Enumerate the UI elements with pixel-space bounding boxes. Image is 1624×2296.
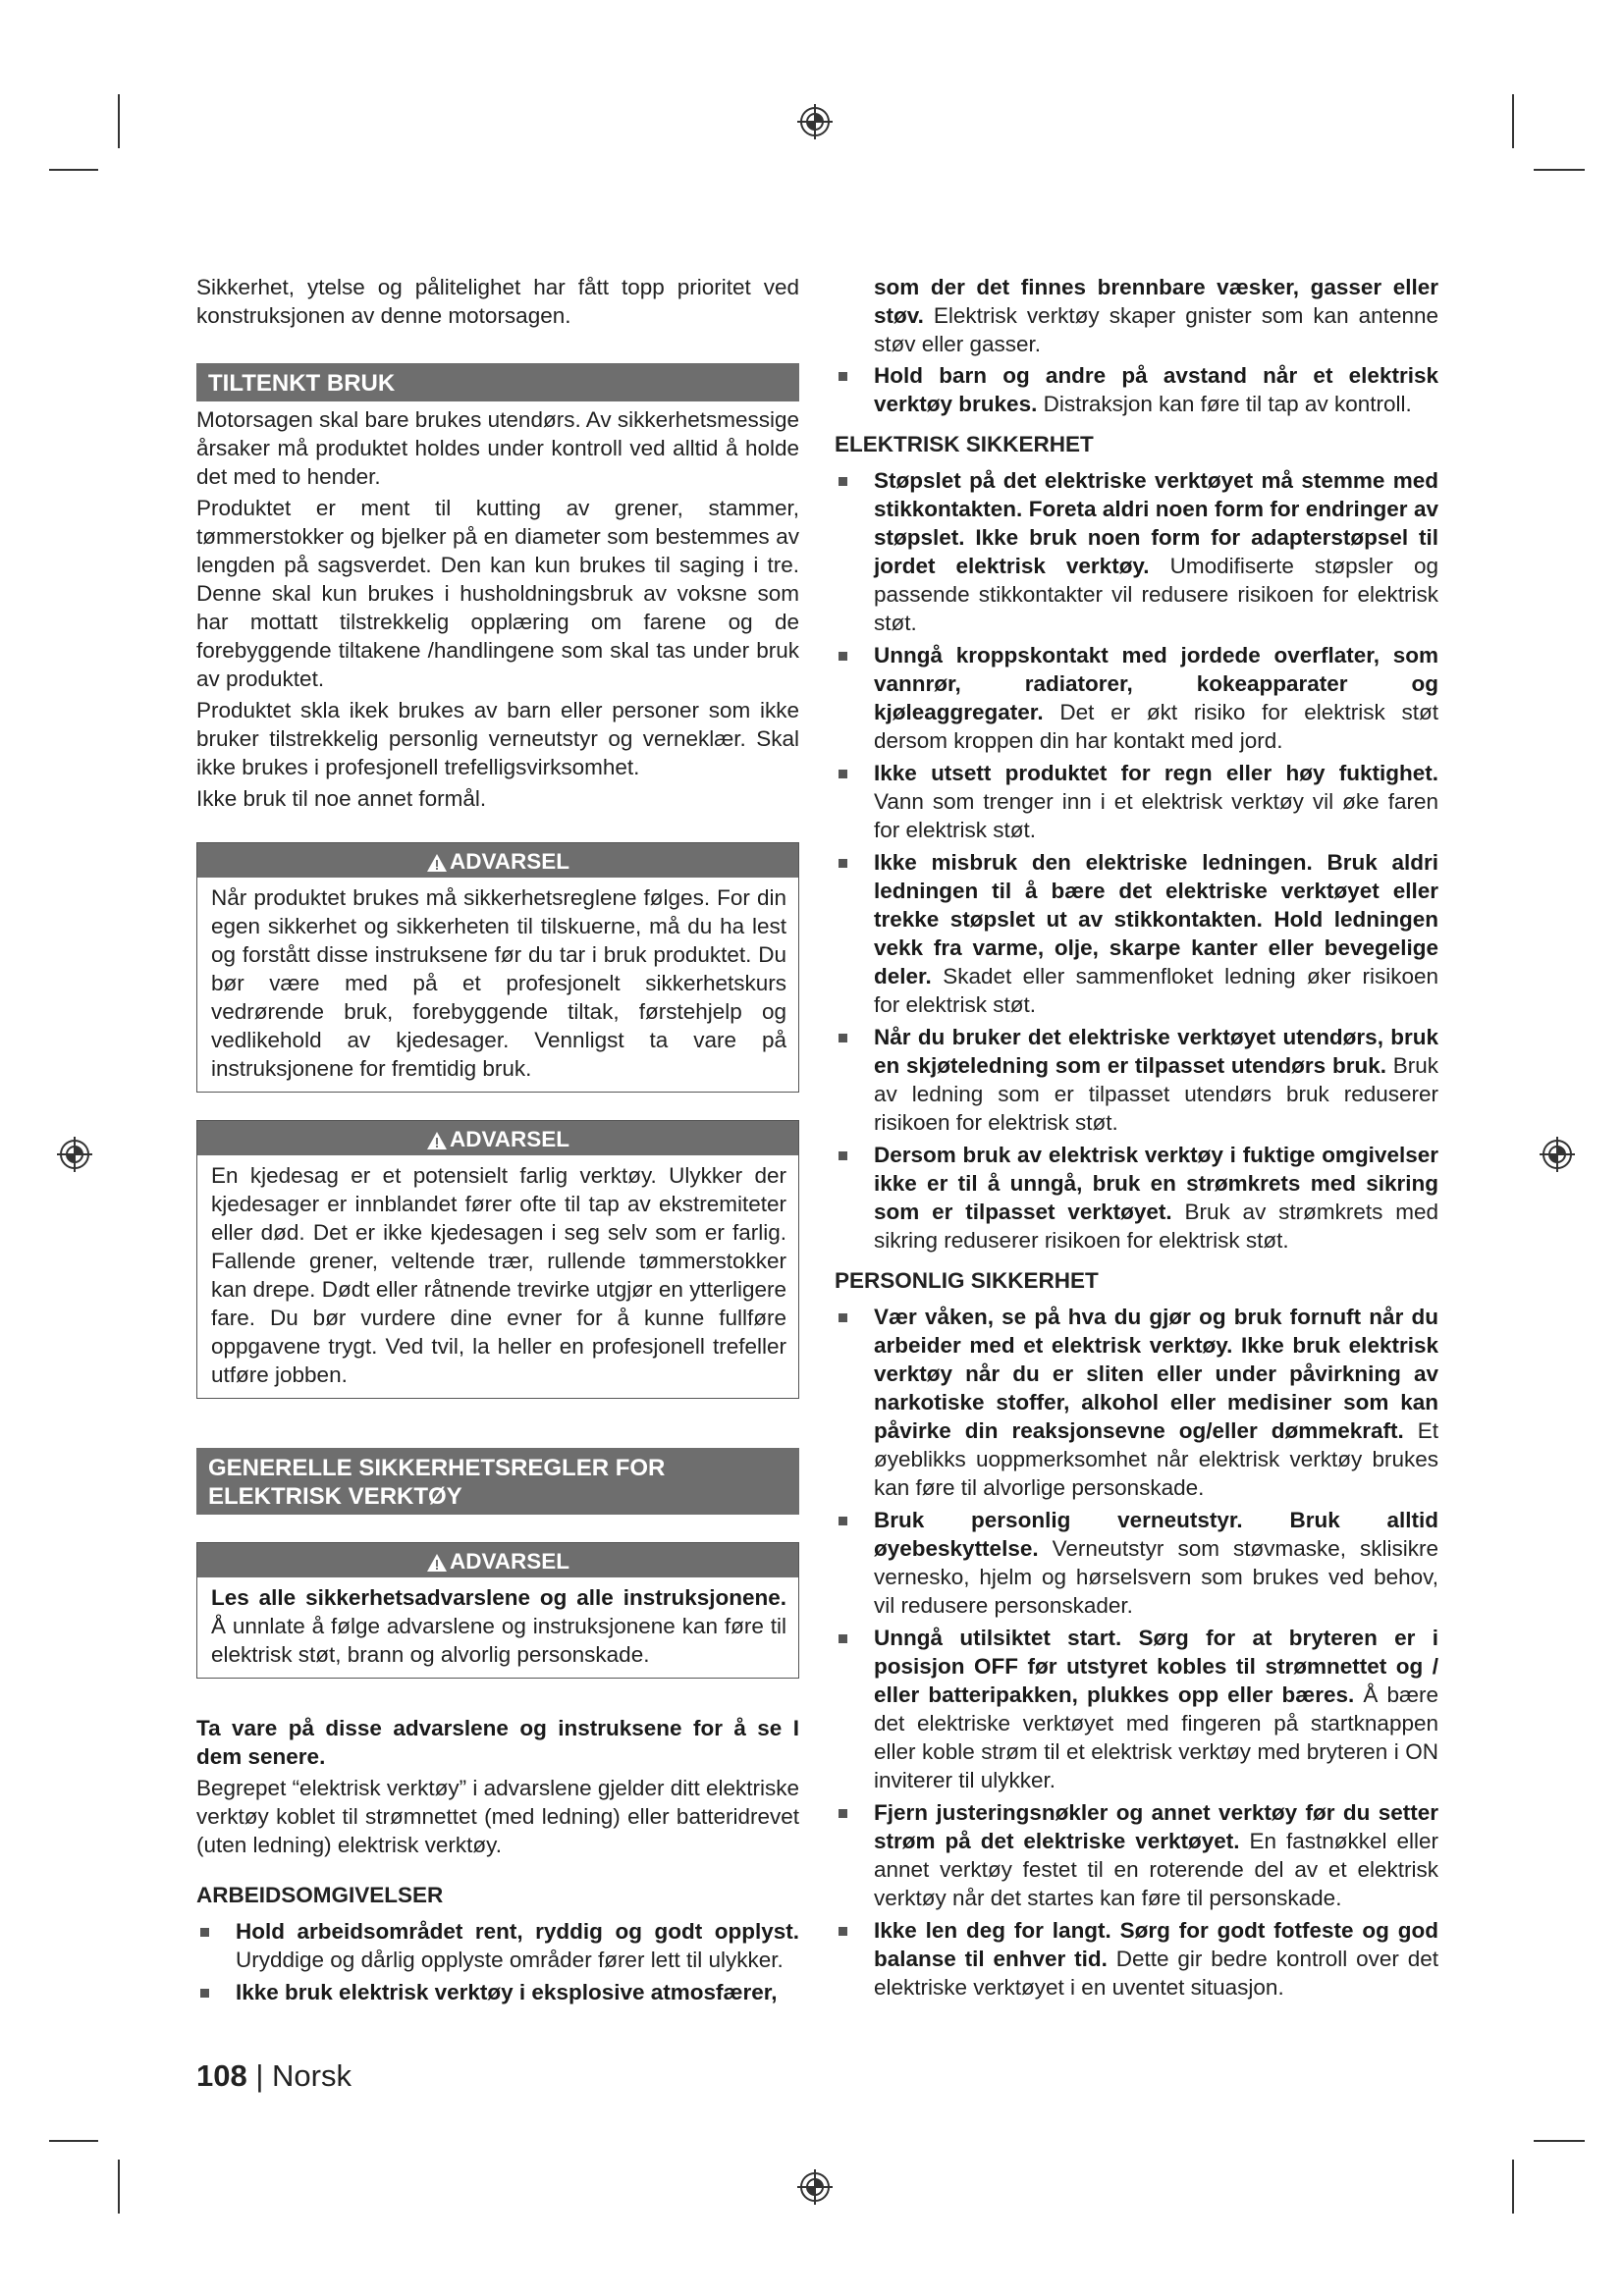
list-item [835,361,1438,418]
warning-header [197,1543,798,1577]
list-item [835,1506,1438,1620]
list-item [835,1303,1438,1502]
warning-label: ADVARSEL [449,849,570,874]
section-heading-tiltenkt-bruk: TILTENKT BRUK [196,363,799,401]
crop-mark [1512,94,1514,148]
arbeid-list [196,1917,799,2006]
warning-box [196,1542,799,1679]
crop-mark [118,2160,120,2214]
list-item-bold: Unngå utilsiktet start. Sørg for at bryteren er i posisjon OFF før utstyret kobles til strømnettet og / eller batteripakken, plukkes opp eller bæres. [874,1626,1438,1707]
tiltenkt-paragraph: Produktet er ment til kutting av grener, stammer, tømmerstokker og bjelker på en diameter som bestemmes av lengden på sagsverdet. Den kan kun brukes til saging i tre. Denne skal kun brukes i husholdningsbruk av voksne som har mottatt tilstrekkelig opplæring om farene og de forebyggende tiltakene /handlingene som skal tas under bruk av produktet. [196,496,799,691]
list-item-text: Dette gir bedre kontroll over det elektriske verktøyet i en uventet situasjon. [874,1947,1438,2000]
list-item-bold: Ikke len deg for langt. Sørg for godt fotfeste og god balanse til enhver tid. [874,1918,1438,1971]
list-item-text: En fastnøkkel eller annet verktøy festet til en roterende del av et elektrisk verktøy når det startes kan føre til personskade. [874,1829,1439,1910]
list-item-bold: Vær våken, se på hva du gjør og bruk fornuft når du arbeider med et elektrisk verktøy. Ikke bruk elektrisk verktøy når du er sliten eller under påvirkning av narkotiske stoffer, alkohol eller medisiner som kan påvirke din reaksjonsevne og/eller dømmekraft. [874,1305,1438,1443]
list-item-text: Å bære det elektriske verktøyet med fingeren på startknappen eller koble strøm til et elektrisk verktøy med bryteren i ON inviterer til ulykker. [874,1682,1438,1792]
continued-bold: som der det finnes brennbare væsker, gasser eller støv. [874,275,1438,328]
footer-separator: | [246,2058,273,2093]
section-heading-line: GENERELLE SIKKERHETSREGLER FOR [208,1455,666,1481]
warning-triangle-icon [426,853,448,873]
elektrisk-list [835,466,1438,1255]
subheading-elektrisk-sikkerhet: ELEKTRISK SIKKERHET [835,432,1094,456]
list-item-text: Uryddige og dårlig opplyste områder fører lett til ulykker. [236,1948,784,1972]
list-item [835,1916,1438,2002]
warning-text [211,1583,786,1669]
crop-mark [49,2140,98,2142]
list-item-text: Distraksjon kan føre til tap av kontroll. [1037,392,1412,416]
tiltenkt-paragraph: Produktet skla ikek brukes av barn eller personer som ikke bruker tilstrekkelig personlig verneutstyr og verneklær. Skal ikke brukes i profesjonell trefelligsvirksomhet. [196,698,799,779]
list-item [835,1798,1438,1912]
list-item-bold: Ikke utsett produktet for regn eller høy fuktighet. [874,761,1438,785]
list-item [835,759,1438,844]
continued-body: Elektrisk verktøy skaper gnister som kan antenne støv eller gasser. [874,303,1438,356]
list-item-bold: Unngå kroppskontakt med jordede overflater, som vannrør, radiatorer, kokeapparater og kjøleaggregater. [874,643,1438,724]
list-item-bold: Ikke misbruk den elektriske ledningen. Bruk aldri ledningen til å bære det elektriske verktøyet eller trekke støpslet ut av stikkontakten. Hold ledningen vekk fra varme, olje, skarpe kanter eller bevegelige deler. [874,850,1438,988]
registration-mark-icon [795,102,835,141]
list-item-text: Et øyeblikks uoppmerksomhet når elektrisk verktøy brukes kan føre til alvorlige personskade. [874,1418,1438,1500]
warning-box [196,1120,799,1399]
list-item-bold: Når du bruker det elektriske verktøyet utendørs, bruk en skjøteledning som er tilpasset utendørs bruk. [874,1025,1438,1078]
warning-triangle-icon [426,1553,448,1573]
list-item-text: Skadet eller sammenfloket ledning øker risikoen for elektrisk støt. [874,964,1438,1017]
list-item-text: Verneutstyr som støvmaske, sklisikre vernesko, hjelm og hørselsvern som brukes ved behov, vil redusere personskader. [874,1536,1438,1618]
warning-label: ADVARSEL [449,1127,570,1151]
list-item-text: Vann som trenger inn i et elektrisk verktøy vil øke faren for elektrisk støt. [874,789,1438,842]
list-item-bold: Ikke bruk elektrisk verktøy i eksplosive atmosfærer, [236,1980,778,2004]
crop-mark [1512,2160,1514,2214]
page-footer [196,2057,352,2095]
warning-triangle-icon [426,1131,448,1150]
tiltenkt-paragraph: Ikke bruk til noe annet formål. [196,786,487,811]
list-item-text: Det er økt risiko for elektrisk støt dersom kroppen din har kontakt med jord. [874,700,1438,753]
warning-body-text: Å unnlate å følge advarslene og instruksjonene kan føre til elektrisk støt, brann og alvorlig personskade. [211,1614,786,1667]
list-item [835,848,1438,1019]
page-number: 108 [196,2058,247,2093]
list-item [835,1141,1438,1255]
personlig-list [835,1303,1438,2002]
list-item-text: Bruk av strømkrets med sikring reduserer risikoen for elektrisk støt. [874,1200,1438,1253]
section-heading-line: ELEKTRISK VERKTØY [208,1483,462,1510]
tiltenkt-paragraph: Motorsagen skal bare brukes utendørs. Av sikkerhetsmessige årsaker må produktet holdes under kontroll ved alltid å holde det med to hender. [196,407,799,489]
continued-text [835,273,1438,358]
ta-vare-text: Begrepet “elektrisk verktøy” i advarslene gjelder ditt elektriske verktøy koblet til strømnettet (med ledning) eller batteridrevet (uten ledning) elektrisk verktøy. [196,1776,799,1857]
registration-mark-icon [795,2167,835,2207]
left-column [196,273,799,2010]
arbeid-list-continued [835,361,1438,418]
registration-mark-icon [1538,1135,1577,1174]
list-item-bold: Hold barn og andre på avstand når et elektrisk verktøy brukes. [874,363,1438,416]
ta-vare-bold: Ta vare på disse advarslene og instruksene for å se I dem senere. [196,1716,799,1769]
list-item [196,1917,799,1974]
subheading-arbeidsomgivelser: ARBEIDSOMGIVELSER [196,1883,444,1907]
warning-label: ADVARSEL [449,1549,570,1574]
warning-box [196,842,799,1093]
list-item [835,1023,1438,1137]
section-heading-generelle [196,1448,799,1515]
intro-text: Sikkerhet, ytelse og pålitelighet har fått topp prioritet ved konstruksjonen av denne motorsagen. [196,275,799,328]
crop-mark [1534,2140,1585,2142]
right-column [835,273,1438,2005]
list-item [835,641,1438,755]
list-item-text: Bruk av ledning som er tilpasset utendørs bruk reduserer risikoen for elektrisk støt. [874,1053,1438,1135]
list-item-bold: Hold arbeidsområdet rent, ryddig og godt opplyst. [236,1919,799,1944]
list-item-bold: Dersom bruk av elektrisk verktøy i fuktige omgivelser ikke er til å unngå, bruk en strømkrets med sikring som er tilpasset verktøyet. [874,1143,1438,1224]
list-item [835,466,1438,637]
list-item [196,1978,799,2006]
list-item-bold: Bruk personlig verneutstyr. Bruk alltid øyebeskyttelse. [874,1508,1438,1561]
footer-language: Norsk [272,2058,352,2093]
warning-text: En kjedesag er et potensielt farlig verktøy. Ulykker der kjedesager er innblandet fører ofte til tap av ekstremiteter eller død. Det er ikke kjedesagen i seg selv som er farlig. Fallende grener, veltende trær, rullende tømmerstokker kan drepe. Dødt eller råtnende trevirke utgjør en ytterligere fare. Du bør vurdere dine evner for å kunne fullføre oppgavene trygt. Ved tvil, la heller en profesjonell trefeller utføre jobben. [211,1163,786,1387]
list-item-bold: Støpslet på det elektriske verktøyet må stemme med stikkontakten. Foreta aldri noen form for endringer av støpslet. Ikke bruk noen form for adapterstøpsel til jordet elektrisk verktøy. [874,468,1438,578]
list-item-bold: Fjern justeringsnøkler og annet verktøy før du setter strøm på det elektriske verktøyet. [874,1800,1438,1853]
warning-text: Når produktet brukes må sikkerhetsreglene følges. For din egen sikkerhet og sikkerheten til tilskuerne, må du ha lest og forstått disse instruksene før du tar i bruk produktet. Du bør være med på et profesjonelt sikkerhetskurs vedrørende bruk, forebyggende tiltak, førstehjelp og vedlikehold av kjedesager. Vennligst ta vare på instruksjonene for fremtidig bruk. [211,885,786,1081]
warning-header [197,843,798,878]
ta-vare-heading [196,1714,799,1771]
registration-mark-icon [55,1135,94,1174]
crop-mark [1534,169,1585,171]
warning-bold-text: Les alle sikkerhetsadvarslene og alle instruksjonene. [211,1585,786,1610]
crop-mark [49,169,98,171]
warning-header [197,1121,798,1155]
list-item-text: Umodifiserte støpsler og passende stikkontakter vil redusere risikoen for elektrisk støt. [874,554,1438,635]
crop-mark [118,94,120,148]
subheading-personlig-sikkerhet: PERSONLIG SIKKERHET [835,1268,1099,1293]
list-item [835,1624,1438,1794]
